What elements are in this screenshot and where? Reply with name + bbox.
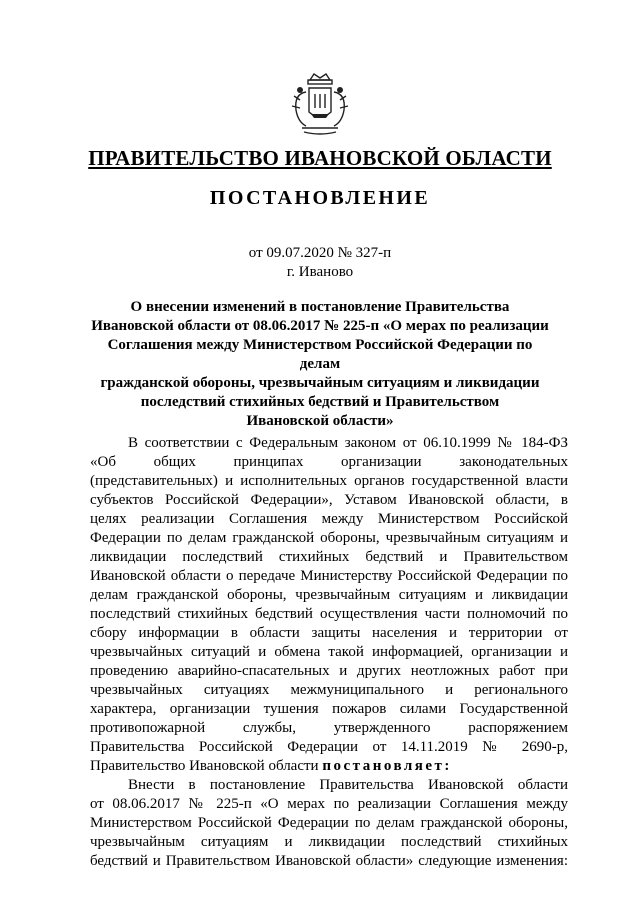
city: г. Иваново [286, 264, 354, 280]
text-line: Ивановской области о передаче Министерству Российской Федерации по [90, 568, 568, 584]
text-line: Внести в постановление Правительства Ивановской области [128, 777, 568, 793]
text-line: сбору информации в области защиты населения и территории от [90, 625, 568, 641]
title-line: О внесении изменений в постановление Правительства [130, 299, 510, 315]
title-line: гражданской обороны, чрезвычайным ситуациям и ликвидации [100, 375, 540, 391]
text-line: «Об общих принципах организации законодательных [90, 454, 568, 470]
text-line: ликвидации последствий стихийных бедствий и Правительством [90, 549, 568, 565]
date-and-place [0, 244, 640, 282]
text-line: противопожарной службы, утвержденного распоряжением [90, 720, 568, 736]
document-body [90, 434, 568, 871]
text-line: Министерством Российской Федерации по делам гражданской обороны, [90, 815, 568, 831]
document-type: ПОСТАНОВЛЕНИЕ [209, 187, 431, 209]
text-line: Федерации по делам гражданской обороны, чрезвычайным ситуациям и [90, 530, 568, 546]
title-line: последствий стихийных бедствий и Правительством [140, 394, 500, 410]
resolution-text: Правительство Ивановской области [90, 758, 323, 774]
coat-of-arms-icon [288, 70, 352, 138]
text-line: характера, организации тушения пожаров силами Государственной [90, 701, 568, 717]
text-line: чрезвычайных ситуаций и обмена такой информацией, организации и [90, 644, 568, 660]
title-line: Ивановской области от 08.06.2017 № 225-п «О мерах по реализации [91, 318, 549, 334]
date-number: от 09.07.2020 № 327-п [248, 245, 392, 261]
title-line: Соглашения между Министерством Российской Федерации по делам [107, 337, 533, 372]
text-line: чрезвычайным ситуациям и ликвидации последствий стихийных [90, 834, 568, 850]
organization-heading: ПРАВИТЕЛЬСТВО ИВАНОВСКОЙ ОБЛАСТИ [88, 146, 552, 170]
text-line: целях реализации Соглашения между Министерством Российской [90, 511, 568, 527]
document-title [90, 298, 550, 431]
text-line: бедствий и Правительством Ивановской области» следующие изменения: [90, 853, 568, 869]
text-line: чрезвычайных ситуациях межмуниципального и регионального [90, 682, 568, 698]
text-line: субъектов Российской Федерации», Уставом Ивановской области, в [90, 492, 568, 508]
text-line: последствий стихийных бедствий осуществления части полномочий по [90, 606, 568, 622]
resolution-line [90, 757, 568, 776]
paragraph-amendment [90, 776, 568, 871]
text-line: Правительства Российской Федерации от 14.11.2019 № 2690-р, [90, 739, 568, 755]
text-line: В соответствии с Федеральным законом от 06.10.1999 № 184-ФЗ [128, 435, 568, 451]
title-line: Ивановской области» [246, 413, 394, 429]
text-line: делам гражданской обороны, чрезвычайным ситуациям и ликвидации [90, 587, 568, 603]
text-line: от 08.06.2017 № 225-п «О мерах по реализации Соглашения между [90, 796, 568, 812]
text-line: проведению аварийно-спасательных и других неотложных работ при [90, 663, 568, 679]
resolution-keyword: постановляет: [322, 758, 452, 774]
text-line: (представительных) и исполнительных органов государственной власти [90, 473, 568, 489]
paragraph-preamble [90, 434, 568, 776]
